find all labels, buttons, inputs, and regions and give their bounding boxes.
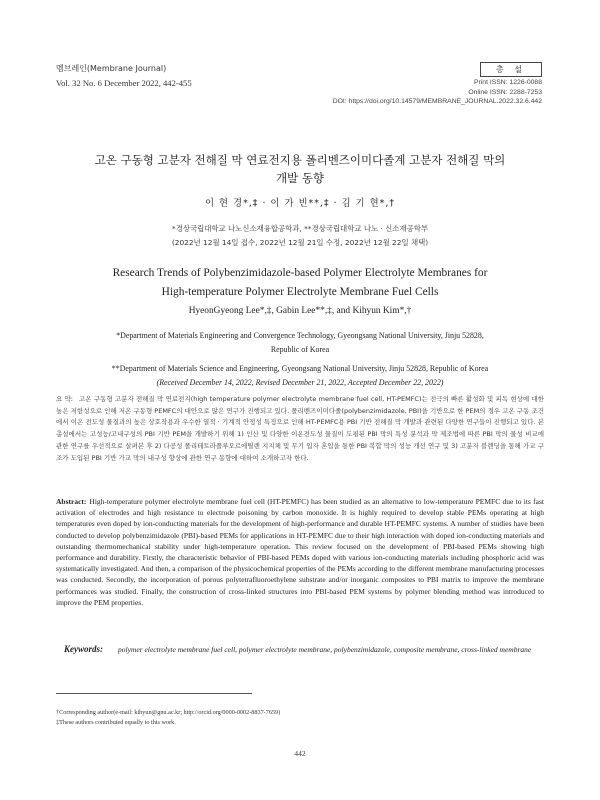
volume-line: Vol. 32 No. 6 December 2022, 442-455 — [56, 78, 192, 88]
english-abstract-label: Abstract: — [56, 497, 87, 506]
doi-link[interactable]: DOI: https://doi.org/10.14579/MEMBRANE_JOURNAL.2022.32.6.442 — [332, 98, 542, 105]
received-dates: (Received December 14, 2022, Revised December 21, 2022, Accepted December 22, 2022) — [156, 378, 444, 387]
page-number: 442 — [294, 749, 306, 758]
english-affiliation-block — [40, 329, 560, 390]
print-issn: Print ISSN: 1226-0088 — [473, 79, 542, 86]
english-abstract — [56, 496, 544, 608]
online-issn: Online ISSN: 2288-7253 — [468, 88, 542, 96]
korean-title — [40, 151, 560, 187]
keywords-text: polymer electrolyte membrane fuel cell, polymer electrolyte membrane, polybenzimidazole, composite membrane, cross-linked membrane — [118, 645, 532, 654]
journal-name: 멤브레인(Membrane Journal) — [56, 64, 167, 73]
corresponding-author-note: †Corresponding author(e-mail: kihyun@gnu.ac.kr; http://orcid.org/0000-0002-8837-7659) — [56, 709, 281, 716]
article-type-badge: 총 설 — [480, 62, 542, 77]
korean-abstract-label: 요 약: — [56, 395, 73, 403]
english-title-line1: Research Trends of Polybenzimidazole-based Polymer Electrolyte Membranes for — [112, 267, 488, 279]
korean-affiliation: *경상국립대학교 나노신소재융합공학과, **경상국립대학교 나노 · 신소재공학부 — [172, 224, 428, 233]
footnote-divider — [56, 693, 252, 694]
keywords-label: Keywords: — [64, 644, 103, 654]
english-title-line2: High-temperature Polymer Electrolyte Membrane Fuel Cells — [161, 286, 439, 298]
korean-affiliation-block — [0, 222, 600, 250]
korean-authors: 이 현 경*,‡ · 이 가 빈**,‡ · 김 기 현*,† — [204, 198, 396, 209]
issn-block — [333, 78, 542, 107]
korean-abstract-text: 고온 구동형 고분자 전해질 막 연료전지(high temperature polymer electrolyte membrane fuel cell, HT-PEMFC)는 전극의 빠른 활성화 및 피독 현상에 대한 높은 저항성으로 인해 저온 구동형 PEMFC의 대안으로 많은 연구가 진행되고 있다. 폴리벤즈이미다졸(polybenzimidazole, PBI)을 기반으로 한 PEM의 경우 고온 구동 조건에서 이온 전도성 물질과의 높은 상호작용과 우수한 열적 · 기계적 안정성 특징으로 인해 HT-PEMFC용 PBI 기반 전해질 막 개발과 관련된 다양한 연구들이 진행되고 있다. 본 총설에서는 고성능/고내구성의 PBI 기반 PEM을 개발하기 위해 1) 인산 및 다양한 이온전도성 물질이 도핑된 PBI 막의 특성 분석과 막 제조법에 따른 PBI 막의 물성 비교에 관한 연구를 우선적으로 살펴본 후 2) 다공성 폴리테트라플루오르에틸렌 지지체 및 무기 입자 혼입을 통한 PBI 복합 막의 성능 개선 연구 및 3) 고분자 블렌딩을 통해 가교 구조가 도입된 PBI 기반 가교 막의 내구성 향상에 관한 연구 동향에 대하여 소개하고자 한다. — [56, 395, 544, 462]
footnotes — [56, 708, 546, 728]
equal-contribution-note: ‡These authors contributed equally to this work. — [56, 719, 176, 726]
korean-title-line2: 개발 동향 — [275, 171, 325, 185]
korean-dates: (2022년 12월 14일 접수, 2022년 12월 21일 수정, 2022년 12월 22일 채택) — [171, 238, 429, 247]
journal-info — [56, 62, 192, 90]
english-abstract-text: High-temperature polymer electrolyte membrane fuel cell (HT-PEMFC) has been studied as an alternative to low-temperature PEMFC due to its fast activation of electrodes and high resistance to electrode poisoning by carbon monoxide. It is highly required to develop stable PEMs operating at high temperatures even doped by ion-conducting materials for the development of high-performance and durable HT-PEMFC systems. A number of studies have been conducted to develop polybenzimidazole (PBI)-based PEMs for applications in HT-PEMFC due to their high interaction with doped ion-conducting materials and outstanding thermomechanical stability under high-temperature operation. This review focused on the development of PBI-based PEMs showing high performance and durability. Firstly, the characteristic behavior of PBI-based PEMs doped with various ion-conducting materials including phosphoric acid was systematically investigated. And then, a comparison of the physicochemical properties of the PEMs according to the different membrane manufacturing processes was conducted. Secondly, the incorporation of porous polytetrafluoroethylene substrate and/or inorganic composites to PBI matrix to improve the membrane performances was studied. Finally, the construction of cross-linked structures into PBI-based PEM systems by polymer blending method was introduced to improve the PEM properties. — [56, 497, 544, 607]
english-authors: HyeonGyeong Lee*,‡, Gabin Lee**,‡, and Kihyun Kim*,† — [188, 306, 412, 316]
english-title — [40, 264, 560, 302]
korean-abstract — [56, 394, 544, 464]
english-affiliation-1-line1: *Department of Materials Engineering and Convergence Technology, Gyeongsang National University, Jinju 52828, — [116, 331, 484, 340]
english-affiliation-1-line2: Republic of Korea — [270, 345, 330, 354]
keywords — [64, 643, 544, 656]
english-affiliation-2: **Department of Materials Science and Engineering, Gyeongsang National University, Jinju 52828, Republic of Korea — [111, 364, 489, 373]
korean-title-line1: 고온 구동형 고분자 전해질 막 연료전지용 폴리벤즈이미다졸계 고분자 전해질 막의 — [94, 153, 506, 167]
